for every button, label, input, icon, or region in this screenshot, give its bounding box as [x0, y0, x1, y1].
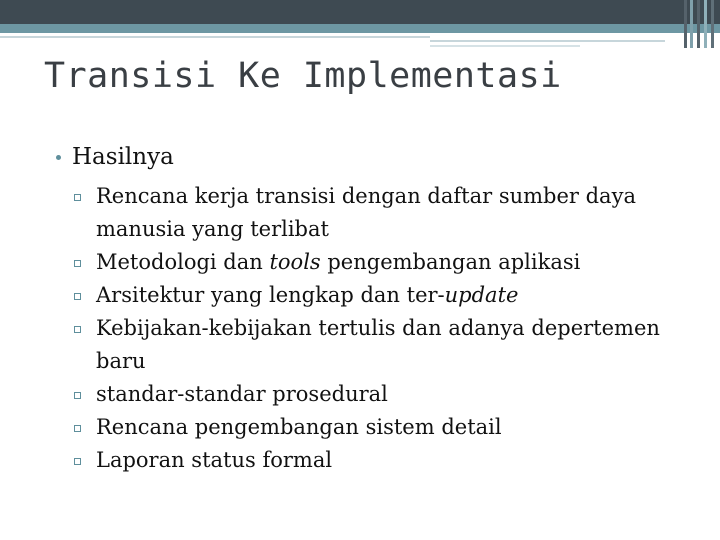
sub-bullet-text: Arsitektur yang lengkap dan ter- — [96, 283, 445, 307]
bullet-dot-icon — [56, 155, 61, 160]
slide-content — [52, 140, 702, 477]
sub-bullet-item — [52, 411, 702, 444]
sub-bullet-text: pengembangan aplikasi — [320, 250, 581, 274]
sub-bullet-item — [52, 312, 702, 378]
square-bullet-icon — [74, 326, 81, 333]
main-bullet-text: Hasilnya — [72, 144, 174, 170]
sub-bullet-text: Rencana kerja transisi dengan daftar sumber daya manusia yang terlibat — [96, 184, 636, 241]
sub-bullet-text: Metodologi dan — [96, 250, 270, 274]
square-bullet-icon — [74, 392, 81, 399]
sub-bullet-item — [52, 180, 702, 246]
sub-bullet-text: Laporan status formal — [96, 448, 333, 472]
sub-bullet-text: Rencana pengembangan sistem detail — [96, 415, 502, 439]
sub-bullet-item — [52, 246, 702, 279]
sub-bullet-item — [52, 279, 702, 312]
decorative-stripe — [704, 0, 707, 48]
square-bullet-icon — [74, 458, 81, 465]
sub-bullet-emphasis: tools — [269, 250, 321, 274]
sub-bullet-item — [52, 378, 702, 411]
sub-bullet-text: standar-standar prosedural — [96, 382, 388, 406]
sub-bullet-emphasis: update — [444, 283, 519, 307]
square-bullet-icon — [74, 425, 81, 432]
slide-title: Transisi Ke Implementasi — [44, 56, 562, 96]
decorative-stripe — [684, 0, 687, 48]
header-accent-line — [430, 45, 580, 47]
sub-bullet-item — [52, 444, 702, 477]
header-accent-line — [0, 36, 430, 38]
header-accent-line — [430, 40, 665, 42]
square-bullet-icon — [74, 260, 81, 267]
sub-bullet-list — [52, 180, 702, 477]
sub-bullet-text: Kebijakan-kebijakan tertulis dan adanya depertemen baru — [96, 316, 660, 373]
header-dark-band — [0, 0, 720, 24]
header-teal-band — [0, 24, 720, 33]
main-bullet — [52, 140, 702, 174]
decorative-stripe — [711, 0, 714, 48]
decorative-stripe — [697, 0, 700, 48]
decorative-stripe — [690, 0, 693, 48]
square-bullet-icon — [74, 194, 81, 201]
square-bullet-icon — [74, 293, 81, 300]
